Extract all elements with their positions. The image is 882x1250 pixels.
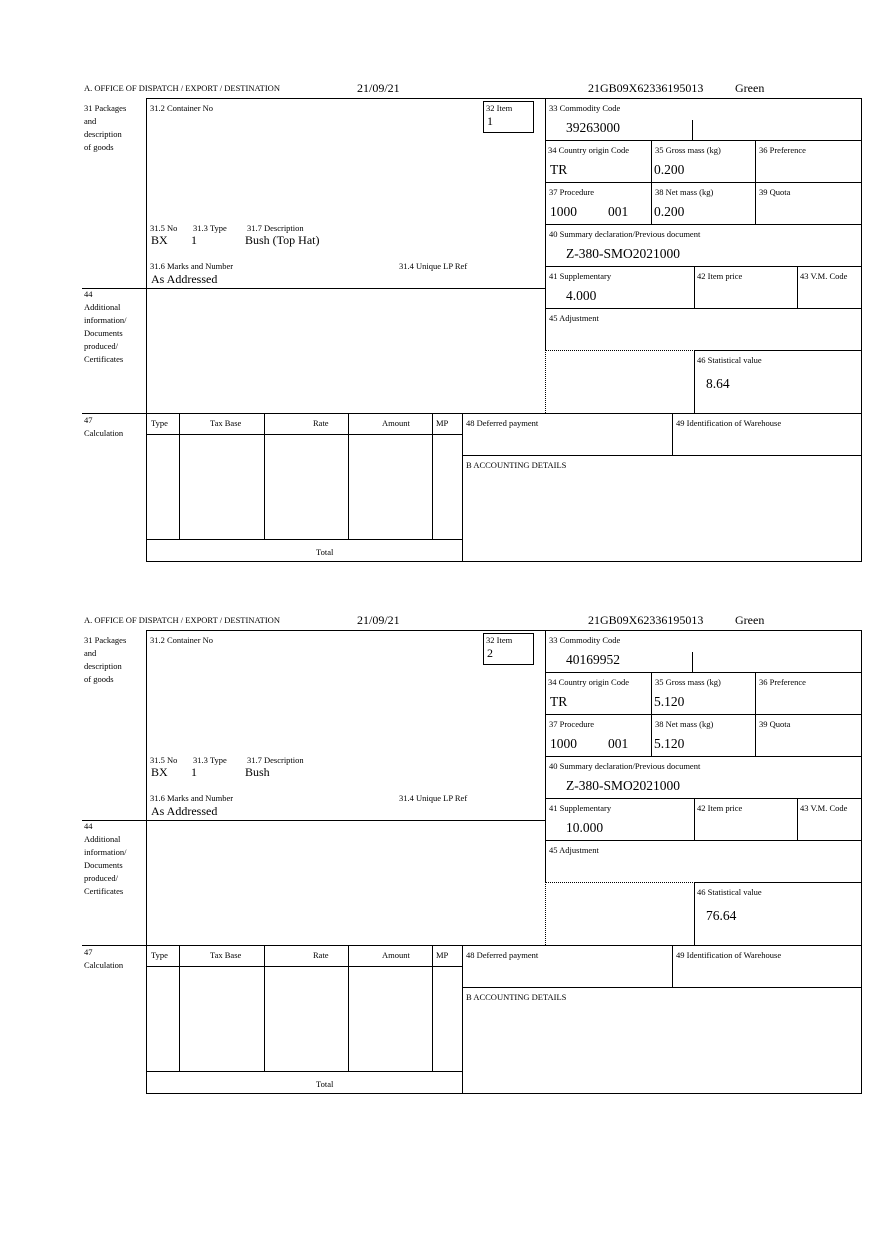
calculation-label-2: Calculation: [84, 428, 124, 438]
additional-info-label-3: information/: [84, 315, 127, 325]
vm-code-label: 43 V.M. Code: [800, 803, 848, 813]
additional-info-label-5: produced/: [84, 341, 118, 351]
marks-label: 31.6 Marks and Number: [150, 793, 234, 803]
quota-label: 39 Quota: [759, 187, 791, 197]
procedure-additional: 001: [608, 204, 629, 219]
marks-value: As Addressed: [151, 804, 218, 818]
packages-label-1: 31 Packages: [84, 635, 127, 645]
adjustment-label: 45 Adjustment: [549, 313, 599, 323]
net-mass: 0.200: [654, 204, 685, 219]
commodity-code-label: 33 Commodity Code: [549, 103, 621, 113]
packages-label-4: of goods: [84, 674, 114, 684]
supplementary-units: 4.000: [566, 288, 597, 303]
calc-tax-base-header: Tax Base: [210, 950, 242, 960]
calc-type-header: Type: [151, 950, 168, 960]
statistical-value-label: 46 Statistical value: [697, 887, 762, 897]
item-label: 32 Item: [486, 103, 513, 113]
package-kind: BX: [151, 765, 168, 779]
declaration-form-item-2: [0, 612, 882, 1112]
commodity-code: 40169952: [566, 652, 620, 667]
item-number: 2: [487, 646, 493, 660]
calc-amount-header: Amount: [382, 950, 410, 960]
country-origin-label: 34 Country origin Code: [548, 677, 629, 687]
marks-value: As Addressed: [151, 272, 218, 286]
package-type: 1: [191, 765, 197, 779]
calculation-label-1: 47: [84, 415, 93, 425]
statistical-value-label: 46 Statistical value: [697, 355, 762, 365]
calc-rate-header: Rate: [313, 950, 329, 960]
unique-lp-ref-label: 31.4 Unique LP Ref: [399, 793, 468, 803]
marks-label: 31.6 Marks and Number: [150, 261, 234, 271]
warehouse-id-label: 49 Identification of Warehouse: [676, 418, 782, 428]
package-type-label: 31.3 Type: [193, 223, 227, 233]
vm-code-label: 43 V.M. Code: [800, 271, 848, 281]
additional-info-label-5: produced/: [84, 873, 118, 883]
additional-info-label-4: Documents: [84, 860, 123, 870]
calc-type-header: Type: [151, 418, 168, 428]
calc-amount-header: Amount: [382, 418, 410, 428]
packages-label-3: description: [84, 661, 122, 671]
packages-label-3: description: [84, 129, 122, 139]
calc-mp-header: MP: [436, 418, 449, 428]
package-type: 1: [191, 233, 197, 247]
declaration-reference: 21GB09X62336195013: [588, 613, 704, 627]
item-price-label: 42 Item price: [697, 271, 743, 281]
net-mass: 5.120: [654, 736, 685, 751]
additional-info-label-1: 44: [84, 289, 93, 299]
description-label: 31.7 Description: [247, 223, 304, 233]
additional-info-label-2: Additional: [84, 302, 121, 312]
unique-lp-ref-label: 31.4 Unique LP Ref: [399, 261, 468, 271]
quota-label: 39 Quota: [759, 719, 791, 729]
calc-total-label: Total: [316, 547, 334, 557]
gross-mass: 5.120: [654, 694, 685, 709]
statistical-value: 76.64: [706, 908, 737, 923]
route-status: Green: [735, 613, 765, 627]
procedure-additional: 001: [608, 736, 629, 751]
office-label: A. OFFICE OF DISPATCH / EXPORT / DESTINATION: [84, 83, 280, 93]
net-mass-label: 38 Net mass (kg): [655, 719, 714, 729]
procedure-code: 1000: [550, 736, 577, 751]
item-price-label: 42 Item price: [697, 803, 743, 813]
declaration-reference: 21GB09X62336195013: [588, 81, 704, 95]
accounting-details-label: B ACCOUNTING DETAILS: [466, 460, 567, 470]
container-no-label: 31.2 Container No: [150, 635, 214, 645]
additional-info-label-2: Additional: [84, 834, 121, 844]
calculation-label-2: Calculation: [84, 960, 124, 970]
statistical-value: 8.64: [706, 376, 730, 391]
item-label: 32 Item: [486, 635, 513, 645]
calc-rate-header: Rate: [313, 418, 329, 428]
summary-declaration: Z-380-SMO2021000: [566, 246, 680, 261]
net-mass-label: 38 Net mass (kg): [655, 187, 714, 197]
gross-mass-label: 35 Gross mass (kg): [655, 677, 721, 687]
country-origin-label: 34 Country origin Code: [548, 145, 629, 155]
additional-info-label-1: 44: [84, 821, 93, 831]
summary-declaration-label: 40 Summary declaration/Previous document: [549, 761, 701, 771]
additional-info-label-6: Certificates: [84, 886, 124, 896]
summary-declaration-label: 40 Summary declaration/Previous document: [549, 229, 701, 239]
declaration-date: 21/09/21: [357, 613, 400, 627]
office-label: A. OFFICE OF DISPATCH / EXPORT / DESTINATION: [84, 615, 280, 625]
package-type-label: 31.3 Type: [193, 755, 227, 765]
calc-tax-base-header: Tax Base: [210, 418, 242, 428]
commodity-code-label: 33 Commodity Code: [549, 635, 621, 645]
supplementary-units: 10.000: [566, 820, 604, 835]
procedure-label: 37 Procedure: [549, 187, 595, 197]
route-status: Green: [735, 81, 765, 95]
declaration-form-item-1: [0, 80, 882, 580]
goods-description: Bush (Top Hat): [245, 233, 320, 247]
container-no-label: 31.2 Container No: [150, 103, 214, 113]
description-label: 31.7 Description: [247, 755, 304, 765]
preference-label: 36 Preference: [759, 145, 806, 155]
package-no-label: 31.5 No: [150, 223, 178, 233]
item-number: 1: [487, 114, 493, 128]
supplementary-label: 41 Supplementary: [549, 271, 612, 281]
accounting-details-label: B ACCOUNTING DETAILS: [466, 992, 567, 1002]
package-no-label: 31.5 No: [150, 755, 178, 765]
additional-info-label-3: information/: [84, 847, 127, 857]
gross-mass: 0.200: [654, 162, 685, 177]
packages-label-2: and: [84, 116, 97, 126]
packages-label-1: 31 Packages: [84, 103, 127, 113]
additional-info-label-4: Documents: [84, 328, 123, 338]
goods-description: Bush: [245, 765, 270, 779]
gross-mass-label: 35 Gross mass (kg): [655, 145, 721, 155]
country-origin-code: TR: [550, 162, 568, 177]
packages-label-4: of goods: [84, 142, 114, 152]
supplementary-label: 41 Supplementary: [549, 803, 612, 813]
deferred-payment-label: 48 Deferred payment: [466, 950, 539, 960]
preference-label: 36 Preference: [759, 677, 806, 687]
adjustment-label: 45 Adjustment: [549, 845, 599, 855]
package-kind: BX: [151, 233, 168, 247]
calc-total-label: Total: [316, 1079, 334, 1089]
summary-declaration: Z-380-SMO2021000: [566, 778, 680, 793]
packages-label-2: and: [84, 648, 97, 658]
procedure-code: 1000: [550, 204, 577, 219]
commodity-code: 39263000: [566, 120, 620, 135]
deferred-payment-label: 48 Deferred payment: [466, 418, 539, 428]
country-origin-code: TR: [550, 694, 568, 709]
warehouse-id-label: 49 Identification of Warehouse: [676, 950, 782, 960]
declaration-date: 21/09/21: [357, 81, 400, 95]
calculation-label-1: 47: [84, 947, 93, 957]
procedure-label: 37 Procedure: [549, 719, 595, 729]
calc-mp-header: MP: [436, 950, 449, 960]
additional-info-label-6: Certificates: [84, 354, 124, 364]
